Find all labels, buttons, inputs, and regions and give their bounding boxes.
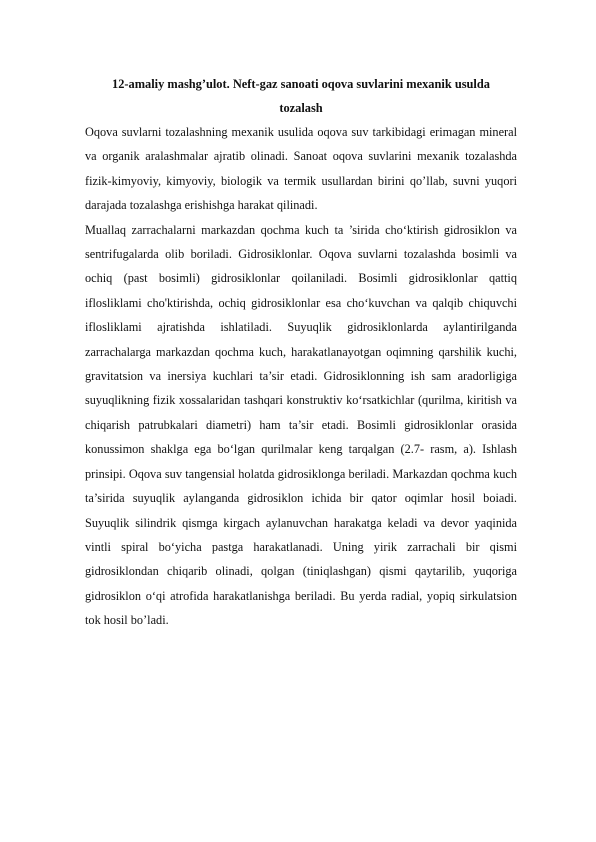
paragraph-hydrocyclones: Muallaq zarrachalarni markazdan qochma kuch ta ’sirida cho‘ktirish gidrosiklon va sentrifugalarda olib boriladi. Gidrosiklonlar. Oqova suvlarni tozalashda bosimli va ochiq (past bosimli) gidrosiklonlar qoilaniladi. Bosimli gidrosiklonlar qattiq iflosliklami cho'ktirishda, ochiq gidrosiklonlar esa cho‘kuvchan va qalqib chiquvchi iflosliklami ajratishda ishlatiladi. Suyuqlik gidrosiklonlarda aylantirilganda zarrachalarga markazdan qochma kuch, harakatlanayotgan oqimning qarshilik kuchi, gravitatsion va inersiya kuchlari ta’sir etadi. Gidrosiklonning ish sam aradorligiga suyuqlikning fizik xossalaridan tashqari konstruktiv ko‘rsatkichlar (qurilma, kiritish va chiqarish patrubkalari diametri) ham ta’sir etadi. Bosimli gidrosiklonlar orasida konussimon shaklga ega bo‘lgan qurilmalar keng tarqalgan (2.7- rasm, a). Ishlash prinsipi. Oqova suv tangensial holatda gidrosiklonga beriladi. Markazdan qochma kuch ta’sirida suyuqlik aylanganda gidrosiklon ichida bir qator oqimlar hosil boiadi. Suyuqlik silindrik qismga kirgach aylanuvchan harakatga keladi va devor yaqinida vintli spiral bo‘yicha pastga harakatlanadi. Uning yirik zarrachali bir qismi gidrosiklondan chiqarib olinadi, qolgan (tiniqlashgan) qismi qaytarilib, yuqoriga gidrosiklon o‘qi atrofida harakatlanishga beriladi. Bu yerda radial, yopiq sirkulatsion tok hosil bo’ladi. bbox=[85, 222, 517, 628]
document-title: 12-amaliy mashg’ulot. Neft-gaz sanoati oqova suvlarini mexanik usulda tozalash bbox=[112, 77, 490, 115]
paragraph-mechanical-treatment: Oqova suvlarni tozalashning mexanik usulida oqova suv tarkibidagi erimagan mineral va organik aralashmalar ajratib olinadi. Sanoat oqova suvlarini mexanik tozalashda fizik-kimyoviy, kimyoviy, biologik va termik usullardan birini qo’llab, suvni yuqori darajada tozalashga erishishga harakat qilinadi. bbox=[85, 125, 517, 213]
document-body bbox=[85, 72, 517, 633]
